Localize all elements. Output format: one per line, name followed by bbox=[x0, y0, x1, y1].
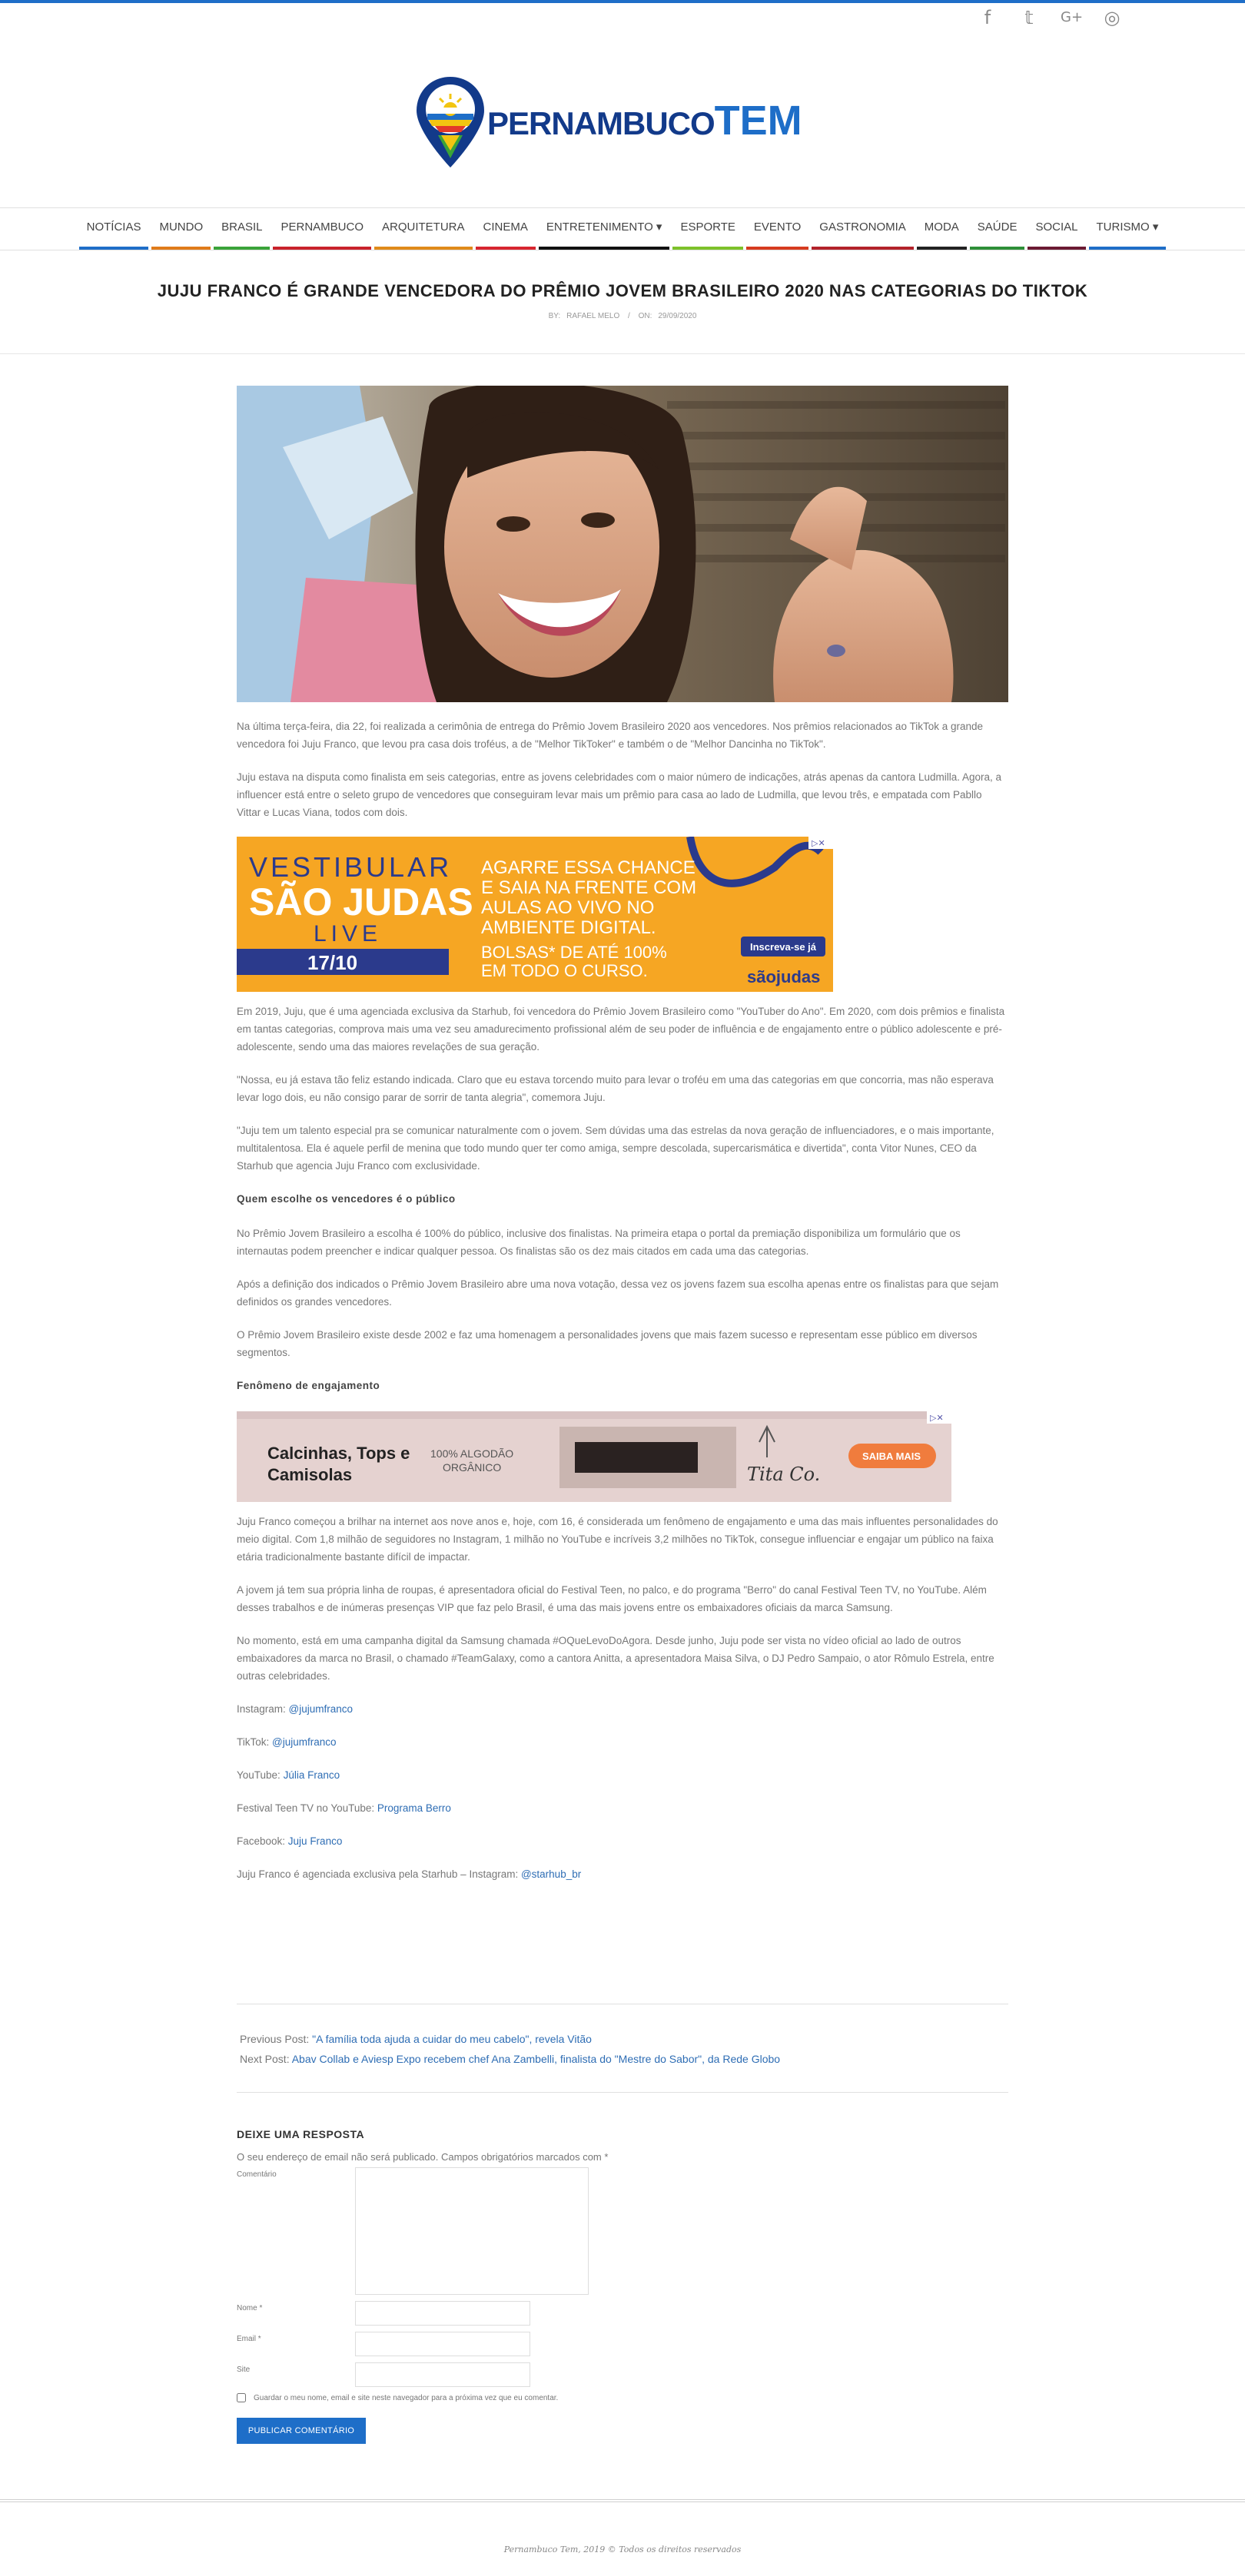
instagram-icon[interactable]: ◎ bbox=[1104, 7, 1120, 28]
nav-item-esporte[interactable]: ESPORTE bbox=[672, 208, 742, 250]
ad1-close-icon[interactable]: ▷✕ bbox=[812, 838, 825, 848]
nav-item-moda[interactable]: MODA bbox=[917, 208, 967, 250]
top-accent-bar bbox=[0, 0, 1245, 3]
article-body bbox=[237, 386, 1008, 1898]
ad-banner-tita-co[interactable] bbox=[237, 1411, 951, 1502]
site-label: Site bbox=[237, 2365, 251, 2374]
site-row bbox=[237, 2362, 1008, 2387]
ad1-headline1: AGARRE ESSA CHANCE bbox=[481, 857, 696, 878]
nav-item-evento[interactable]: EVENTO bbox=[746, 208, 808, 250]
paragraph-3: Em 2019, Juju, que é uma agenciada exclusiva da Starhub, foi vencedora do Prêmio Jovem Brasileiro como "YouTuber do Ano". Em 2020, com dois prêmios e finalista em tantas categorias, comprova mais uma vez seu amadurecimento profissional além de seu poder de influência e de engajamento entre o público adolescente e pré-adolescente, sendo uma das maiores revelações de sua geração. bbox=[237, 1006, 1005, 1053]
ad2-headline2: Camisolas bbox=[267, 1465, 353, 1484]
paragraph-5: "Juju tem um talento especial pra se comunicar naturalmente com o jovem. Sem dúvidas uma das estrelas da nova geração de influenciadores, e o mais importante, multitalentosa. Ela é aquele perfil de menina que todo mundo quer ter como amiga, sempre descolada, supercarismática e divertida", conta Vitor Nunes, CEO da Starhub que agencia Juju Franco com exclusividade. bbox=[237, 1125, 994, 1172]
ad1-brand3: LIVE bbox=[314, 921, 383, 947]
nav-item-gastronomia[interactable]: GASTRONOMIA bbox=[812, 208, 914, 250]
paragraph-7: Após a definição dos indicados o Prêmio Jovem Brasileiro abre uma nova votação, dessa vez os jovens fazem sua escolha apenas entre os finalistas para que sejam definidos os grandes vencedores. bbox=[237, 1278, 999, 1308]
previous-post-link[interactable]: "A família toda ajuda a cuidar do meu cabelo", revela Vitão bbox=[312, 2033, 592, 2045]
post-meta bbox=[0, 312, 1245, 320]
instagram-line bbox=[237, 1700, 1008, 1718]
ad1-date: 17/10 bbox=[307, 951, 358, 974]
paragraph-1: Na última terça-feira, dia 22, foi realizada a cerimônia de entrega do Prêmio Jovem Brasileiro 2020 aos vencedores. Nos prêmios relacionados ao TikTok a grande vencedora foi Juju Franco, que levou pra casa dois troféus, a de "Melhor TikToker" e também o de "Melhor Dancinha no TikTok". bbox=[237, 721, 984, 750]
name-field[interactable] bbox=[355, 2301, 530, 2326]
ad2-headline1: Calcinhas, Tops e bbox=[267, 1444, 410, 1463]
ad-banner-sao-judas[interactable] bbox=[237, 837, 833, 992]
agency-line bbox=[237, 1865, 1008, 1883]
social-links bbox=[978, 8, 1122, 28]
nav-item-entretenimento[interactable]: ENTRETENIMENTO ▾ bbox=[539, 208, 670, 250]
facebook-link[interactable]: Juju Franco bbox=[287, 1835, 343, 1847]
email-label: Email * bbox=[237, 2335, 261, 2343]
next-post-link[interactable]: Abav Collab e Aviesp Expo recebem chef Ana Zambelli, finalista do "Mestre do Sabor", da Rede Globo bbox=[291, 2053, 781, 2065]
comment-form-note: O seu endereço de email não será publicado. Campos obrigatórios marcados com * bbox=[237, 2151, 609, 2163]
ad1-cta: Inscreva-se já bbox=[750, 941, 817, 953]
site-field[interactable] bbox=[355, 2362, 530, 2387]
consent-label: Guardar o meu nome, email e site neste navegador para a próxima vez que eu comentar. bbox=[254, 2393, 559, 2402]
nav-item-turismo[interactable]: TURISMO ▾ bbox=[1089, 208, 1167, 250]
festival-line bbox=[237, 1799, 1008, 1817]
name-row bbox=[237, 2301, 1008, 2326]
ad2-close-icon[interactable]: ▷✕ bbox=[930, 1413, 944, 1423]
ad1-logo: sãojudas bbox=[747, 967, 821, 986]
ad2-sub1: 100% ALGODÃO bbox=[430, 1447, 514, 1460]
ad1-headline2: E SAIA NA FRENTE COM bbox=[481, 877, 697, 898]
youtube-label: YouTube: bbox=[237, 1769, 284, 1781]
submit-comment-button[interactable]: PUBLICAR COMENTÁRIO bbox=[237, 2418, 366, 2444]
post-author[interactable]: RAFAEL MELO bbox=[566, 312, 620, 320]
previous-post-label: Previous Post: bbox=[240, 2033, 313, 2045]
post-header bbox=[0, 281, 1245, 320]
ad2-cta: SAIBA MAIS bbox=[862, 1450, 921, 1462]
footer-copyright: Pernambuco Tem, 2019 © Todos os direitos reservados bbox=[503, 2545, 742, 2554]
twitter-icon[interactable]: 𝕥 bbox=[1024, 7, 1034, 28]
site-logo[interactable] bbox=[415, 74, 830, 174]
ad2-brand: Tita Co. bbox=[747, 1464, 821, 1485]
ad1-offer2: EM TODO O CURSO. bbox=[481, 961, 648, 980]
paragraph-6: No Prêmio Jovem Brasileiro a escolha é 100% do público, inclusive dos finalistas. Na primeira etapa o portal da premiação disponibiliza um formulário que os internautas podem preencher e indicar qualquer pessoa. Os finalistas são os dez mais citados em cada uma das categorias. bbox=[237, 1228, 961, 1257]
nav-item-arquitetura[interactable]: ARQUITETURA bbox=[374, 208, 473, 250]
by-label: BY: bbox=[548, 312, 561, 320]
logo-text-part2: TEM bbox=[714, 98, 802, 144]
paragraph-8: O Prêmio Jovem Brasileiro existe desde 2002 e faz uma homenagem a personalidades jovens que mais fazem sucesso e representam esse público em diversos segmentos. bbox=[237, 1329, 978, 1358]
previous-post bbox=[240, 2029, 1005, 2049]
consent-row bbox=[237, 2393, 1008, 2402]
ad1-brand2: SÃO JUDAS bbox=[249, 880, 473, 923]
facebook-icon[interactable]: f bbox=[984, 7, 991, 28]
nav-item-notícias[interactable]: NOTÍCIAS bbox=[79, 208, 149, 250]
comment-textarea[interactable] bbox=[355, 2167, 589, 2295]
instagram-label: Instagram: bbox=[237, 1703, 289, 1715]
nav-item-brasil[interactable]: BRASIL bbox=[214, 208, 270, 250]
next-post-label: Next Post: bbox=[240, 2053, 292, 2065]
facebook-label: Facebook: bbox=[237, 1835, 288, 1847]
hero-photo bbox=[237, 386, 1008, 702]
nav-item-social[interactable]: SOCIAL bbox=[1028, 208, 1085, 250]
instagram-link[interactable]: @jujumfranco bbox=[288, 1703, 354, 1715]
email-row bbox=[237, 2332, 1008, 2356]
next-post bbox=[240, 2049, 1005, 2069]
meta-separator: / bbox=[628, 312, 630, 320]
ad1-headline4: AMBIENTE DIGITAL. bbox=[481, 917, 656, 938]
agency-link[interactable]: @starhub_br bbox=[520, 1868, 582, 1880]
post-title: JUJU FRANCO É GRANDE VENCEDORA DO PRÊMIO JOVEM BRASILEIRO 2020 NAS CATEGORIAS DO TIKTOK bbox=[157, 281, 1088, 300]
on-label: ON: bbox=[638, 312, 652, 320]
youtube-link[interactable]: Júlia Franco bbox=[283, 1769, 340, 1781]
subheading-2: Fenômeno de engajamento bbox=[237, 1380, 380, 1391]
festival-label: Festival Teen TV no YouTube: bbox=[237, 1802, 377, 1814]
post-date: 29/09/2020 bbox=[658, 312, 697, 320]
main-nav bbox=[0, 207, 1245, 250]
comment-form-title: DEIXE UMA RESPOSTA bbox=[237, 2128, 365, 2140]
googleplus-icon[interactable]: G+ bbox=[1061, 9, 1084, 25]
paragraph-4: "Nossa, eu já estava tão feliz estando indicada. Claro que eu estava torcendo muito para levar o troféu em uma das categorias em que concorria, mas não esperava levar logo dois, eu não consigo parar de sorrir de tanta alegria", comemora Juju. bbox=[237, 1074, 994, 1103]
tiktok-label: TikTok: bbox=[237, 1736, 273, 1748]
ad1-headline3: AULAS AO VIVO NO bbox=[481, 897, 655, 918]
subheading-1: Quem escolhe os vencedores é o público bbox=[237, 1193, 456, 1205]
logo-text-part1: PERNAMBUCO bbox=[487, 105, 715, 141]
paragraph-10: A jovem já tem sua própria linha de roupas, é apresentadora oficial do Festival Teen, no palco, e do programa "Berro" do canal Festival Teen TV, no YouTube. Além desses trabalhos e de inúmeras presenças VIP que faz pelo Brasil, é uma das mais jovens entre os embaixadores oficiais da marca Samsung. bbox=[237, 1584, 987, 1613]
nav-item-pernambuco[interactable]: PERNAMBUCO bbox=[273, 208, 371, 250]
header-divider bbox=[0, 353, 1245, 354]
post-navigation bbox=[237, 2004, 1008, 2093]
ad1-offer1: BOLSAS* DE ATÉ 100% bbox=[481, 943, 667, 962]
nav-item-mundo[interactable]: MUNDO bbox=[151, 208, 211, 250]
ad1-brand1: VESTIBULAR bbox=[249, 851, 453, 883]
paragraph-11: No momento, está em uma campanha digital da Samsung chamada #OQueLevoDoAgora. Desde junho, Juju pode ser vista no vídeo oficial ao lado de outros embaixadores da marca no Brasil, o chamado #TeamGalaxy, como a cantora Anitta, a apresentadora Maisa Silva, o DJ Pedro Sampaio, o ator Rômulo Estrela, entre outras celebridades. bbox=[237, 1635, 994, 1682]
youtube-line bbox=[237, 1766, 1008, 1784]
facebook-line bbox=[237, 1832, 1008, 1850]
comment-label: Comentário bbox=[237, 2170, 277, 2179]
tiktok-link[interactable]: @jujumfranco bbox=[272, 1736, 337, 1748]
name-label: Nome * bbox=[237, 2304, 263, 2312]
consent-checkbox[interactable] bbox=[237, 2393, 246, 2402]
ad2-sub2: ORGÂNICO bbox=[443, 1461, 502, 1474]
footer bbox=[0, 2499, 1245, 2576]
festival-link[interactable]: Programa Berro bbox=[377, 1802, 451, 1814]
paragraph-2: Juju estava na disputa como finalista em seis categorias, entre as jovens celebridades com o maior número de indicações, atrás apenas da cantora Ludmilla. Agora, a influencer está entre o seleto grupo de vencedores que conseguiram levar mais um prêmio para casa ao lado de Ludmilla, que levou três, e empatada com Pabllo Vittar e Lucas Viana, todos com dois. bbox=[237, 771, 1002, 818]
nav-item-cinema[interactable]: CINEMA bbox=[476, 208, 536, 250]
email-field[interactable] bbox=[355, 2332, 530, 2356]
agency-label: Juju Franco é agenciada exclusiva pela Starhub – Instagram: bbox=[237, 1868, 521, 1880]
tiktok-line bbox=[237, 1733, 1008, 1751]
comment-form bbox=[237, 2128, 1008, 2444]
comment-row bbox=[237, 2167, 1008, 2295]
paragraph-9: Juju Franco começou a brilhar na internet aos nove anos e, hoje, com 16, é considerada um fenômeno de engajamento e uma das mais influentes personalidades do meio digital. Com 1,8 milhão de seguidores no Instagram, 1 milhão no YouTube e incríveis 3,2 milhões no TikTok, consegue influenciar e engajar um público na faixa etária tradicionalmente bastante difícil de impactar. bbox=[237, 1516, 998, 1563]
nav-item-saúde[interactable]: SAÚDE bbox=[970, 208, 1025, 250]
